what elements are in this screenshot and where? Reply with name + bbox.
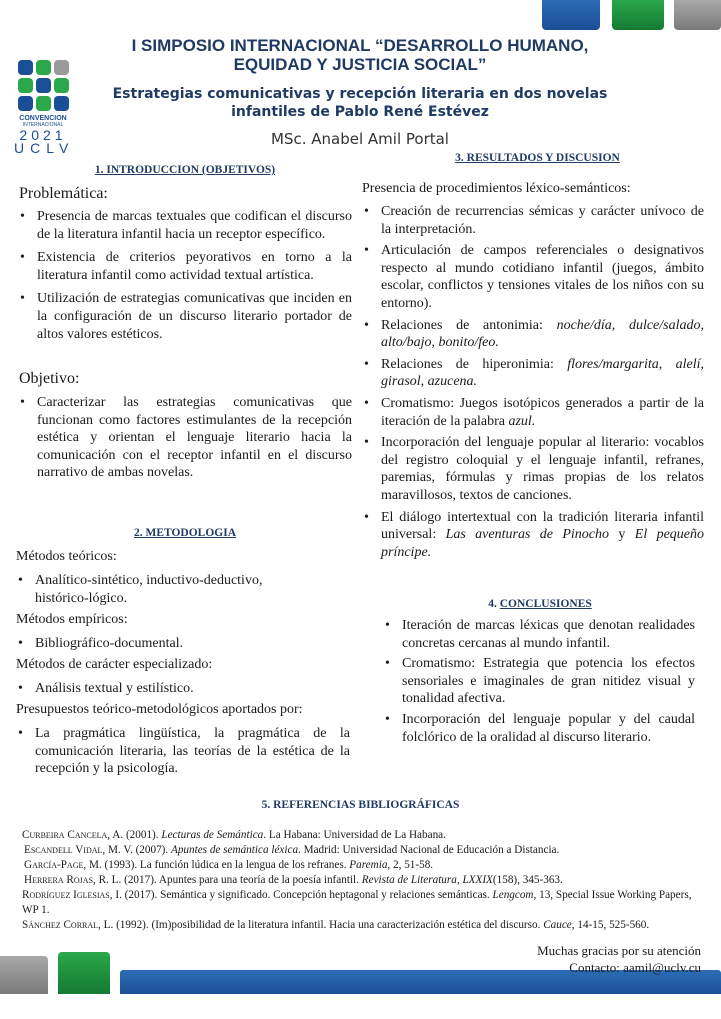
list-item: • Incorporación del lenguaje popular al literario: vocablos del registro coloquial y el lenguaje infantil, refranes, paremias, fórmulas y rimas propias de los relatos maravillosos, textos de canciones. <box>362 434 704 504</box>
results-heading: 3. RESULTADOS Y DISCUSION <box>455 152 620 164</box>
poster-author: MSc. Anabel Amil Portal <box>271 130 449 148</box>
list-item: • Relaciones de hiperonimia: flores/margarita, alelí, girasol, azucena. <box>362 356 704 391</box>
list-item: • Cromatismo: Juegos isotópicos generados a partir de la iteración de la palabra azul. <box>362 395 704 430</box>
objective-label: Objetivo: <box>19 370 80 387</box>
decor-bar-blue-top <box>542 0 600 30</box>
list-item: • Articulación de campos referenciales o designativos respecto al mundo cotidiano infantil (juegos, ámbito escolar, conflictos y tensiones vitales de los niños con su entorno). <box>362 242 704 312</box>
reference-item: Herrera Rojas, R. L. (2017). Apuntes para una teoría de la poesía infantil. Revista de Literatura, LXXIX(158), 345-363. <box>24 874 563 886</box>
list-item: • Análisis textual y estilístico. <box>16 680 336 698</box>
poster-subtitle: Estrategias comunicativas y recepción literaria en dos novelas infantiles de Pablo René Estévez <box>112 86 608 120</box>
list-item: • Bibliográfico-documental. <box>16 635 336 653</box>
list-item: • Existencia de criterios peyorativos en torno a la literatura infantil como actividad textual artística. <box>18 249 352 284</box>
assumptions-label: Presupuestos teórico-metodológicos aportados por: <box>16 702 303 717</box>
decor-bar-green-top <box>612 0 664 30</box>
list-item: • Relaciones de antonimia: noche/día, dulce/salado, alto/bajo, bonito/feo. <box>362 317 704 352</box>
list-item: • La pragmática lingüística, la pragmática de la comunicación literaria, las teorías de la estética de la recepción y la psicología. <box>16 725 350 778</box>
results-intro: Presencia de procedimientos léxico-semánticos: <box>362 181 631 196</box>
list-item: • Analítico-sintético, inductivo-deductivo, histórico-lógico. <box>16 572 316 607</box>
logo-name: CONVENCION <box>19 115 67 122</box>
logo-sub: INTERNACIONAL <box>22 122 64 128</box>
convention-logo <box>14 60 75 156</box>
contact-text: Contacto: aamil@uclv.cu <box>569 960 701 975</box>
method-heading: 2. METODOLOGIA <box>133 527 237 539</box>
problem-label: Problemática: <box>19 185 108 202</box>
reference-item: Curbeira Cancela, A. (2001). Lecturas de Semántica. La Habana: Universidad de La Habana. <box>22 829 446 841</box>
poster-title: I SIMPOSIO INTERNACIONAL “DESARROLLO HUMANO, EQUIDAD Y JUSTICIA SOCIAL” <box>131 36 589 74</box>
references-list <box>22 828 702 933</box>
empirical-list <box>16 635 336 659</box>
theoretical-label: Métodos teóricos: <box>16 549 117 564</box>
logo-mark-icon <box>18 60 72 111</box>
list-item: • Cromatismo: Estrategia que potencia los efectos sensoriales e imaginales de gran nitidez visual y tonalidad afectiva. <box>383 655 695 708</box>
reference-item: García-Page, M. (1993). La función lúdica en la lengua de los refranes. Paremia, 2, 51-58. <box>24 859 434 871</box>
assumptions-list <box>16 725 350 784</box>
reference-item: Sánchez Corral, L. (1992). (Im)posibilidad de la literatura infantil. Hacia una caracterización estética del discurso. Cauce, 14-15, 525-560. <box>22 919 650 931</box>
reference-item: Rodríguez Iglesias, I. (2017). Semántica y significado. Concepción heptagonal y relaciones semánticas. Lengcom, 13, Special Issue Working Papers, WP 1. <box>22 889 692 916</box>
list-item: • Iteración de marcas léxicas que denotan realidades concretas cercanas al mundo infantil. <box>383 617 695 652</box>
decor-bar-gray-bottom <box>0 956 48 994</box>
thanks-block <box>537 942 701 976</box>
objective-list <box>18 394 352 488</box>
empirical-label: Métodos empíricos: <box>16 612 128 627</box>
conclusions-heading: 4. CONCLUSIONES <box>488 598 592 610</box>
list-item: • Utilización de estrategias comunicativas que inciden en la configuración de un discurso literario portador de altos valores estéticos. <box>18 290 352 343</box>
results-list <box>362 203 704 565</box>
special-label: Métodos de carácter especializado: <box>16 657 213 672</box>
list-item: • Caracterizar las estrategias comunicativas que funcionan como factores estimulantes de la recepción estética y orientan el lenguaje literario hacia la comunicación con el receptor infantil en el discurso narrativo de ambas novelas. <box>18 394 352 482</box>
decor-bar-green-bottom <box>58 952 110 994</box>
conclusions-list <box>383 617 695 749</box>
thanks-text: Muchas gracias por su atención <box>537 943 701 958</box>
intro-heading: 1. INTRODUCCION (OBJETIVOS) <box>94 164 276 176</box>
logo-year: 2021 <box>19 127 67 143</box>
list-item: • El diálogo intertextual con la tradición literaria infantil universal: Las aventuras de Pinocho y El pequeño príncipe. <box>362 509 704 562</box>
reference-item: Escandell Vidal, M. V. (2007). Apuntes de semántica léxica. Madrid: Universidad Nacional de Educación a Distancia. <box>24 844 560 856</box>
list-item: • Creación de recurrencias sémicas y carácter unívoco de la interpretación. <box>362 203 704 238</box>
references-heading: 5. REFERENCIAS BIBLIOGRÁFICAS <box>261 799 460 811</box>
list-item: • Presencia de marcas textuales que codifican el discurso de la literatura infantil hacia un receptor específico. <box>18 208 352 243</box>
list-item: • Incorporación del lenguaje popular y del caudal folclórico de la oralidad al discurso literario. <box>383 711 695 746</box>
decor-bar-gray-top <box>674 0 721 30</box>
problem-list <box>18 208 352 349</box>
theoretical-list <box>16 572 316 613</box>
special-list <box>16 680 336 704</box>
logo-org: UCLV <box>14 140 75 156</box>
